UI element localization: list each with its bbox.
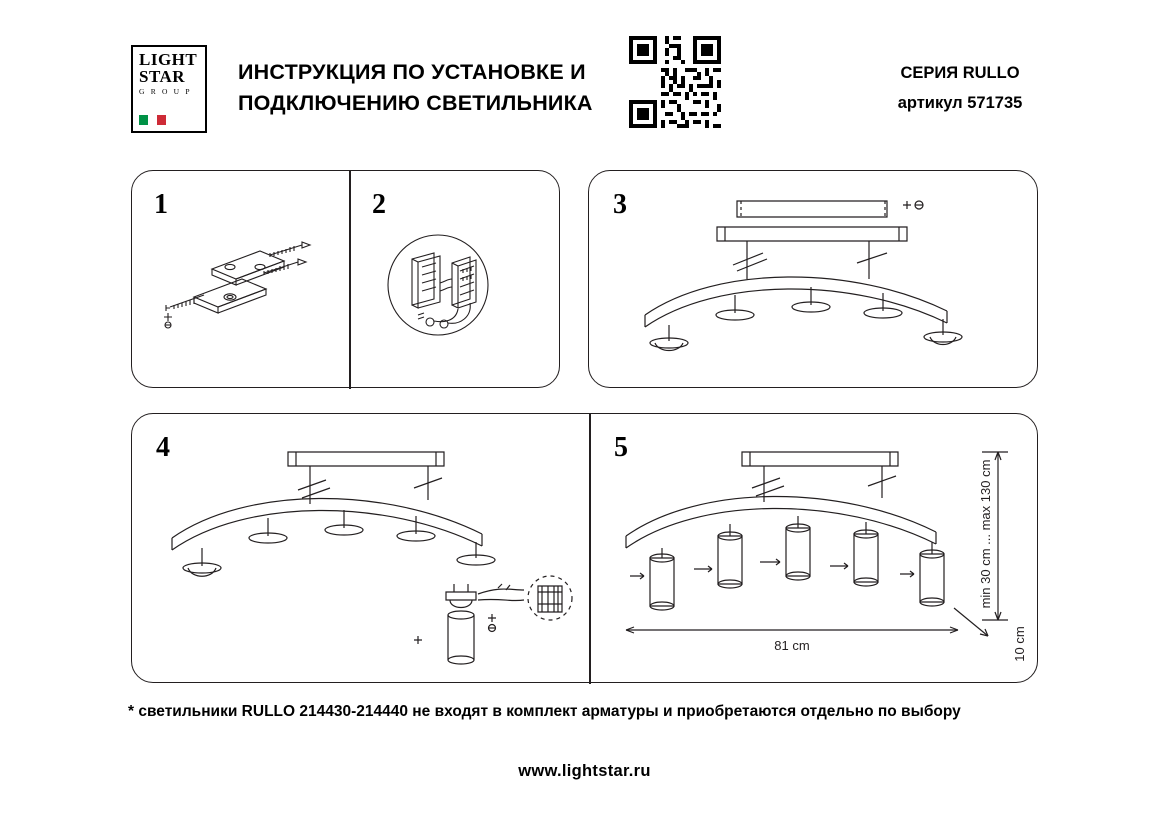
lightstar-logo: [131, 45, 207, 133]
page-title: ИНСТРУКЦИЯ ПО УСТАНОВКЕ И ПОДКЛЮЧЕНИЮ СВЕТИЛЬНИКА: [238, 60, 593, 115]
mounting-brackets-screws-diagram: [152, 221, 352, 371]
series-label: СЕРИЯ RULLO: [900, 64, 1020, 82]
italy-flag-icon: [139, 115, 166, 125]
step-number-2: 2: [372, 189, 386, 220]
step-number-4: 4: [156, 432, 170, 463]
final-dimensions-diagram: [602, 424, 1032, 674]
width-dimension-label: 81 cm: [774, 638, 810, 653]
step-panel-4-5: [131, 413, 1038, 683]
logo-line-2: STAR: [139, 67, 186, 86]
step-number-1: 1: [154, 189, 168, 220]
wiring-terminal-block-diagram: [360, 223, 550, 373]
qr-code: [629, 36, 721, 128]
logo-line-1: LIGHT: [139, 50, 198, 69]
step-panel-1-2: [131, 170, 560, 388]
product-info: [760, 58, 1160, 118]
height-dimension-label: min 30 cm ... max 130 cm: [978, 459, 993, 609]
website-url: www.lightstar.ru: [518, 762, 651, 780]
page-header: [0, 0, 1169, 155]
logo-line-3: G R O U P: [139, 87, 192, 96]
step-number-5: 5: [614, 432, 628, 463]
article-label: артикул 571735: [897, 94, 1023, 112]
lamp-head-attachment-diagram: [150, 428, 590, 678]
depth-dimension-label: 10 cm: [1012, 626, 1027, 662]
ceiling-bar-assembly-diagram: [617, 191, 1027, 371]
footnote-text: * светильники RULLO 214430-214440 не входят в комплект арматуры и приобретаются отдельно по выбору: [128, 703, 961, 720]
step-panel-3: [588, 170, 1038, 388]
step-number-3: 3: [613, 189, 627, 220]
